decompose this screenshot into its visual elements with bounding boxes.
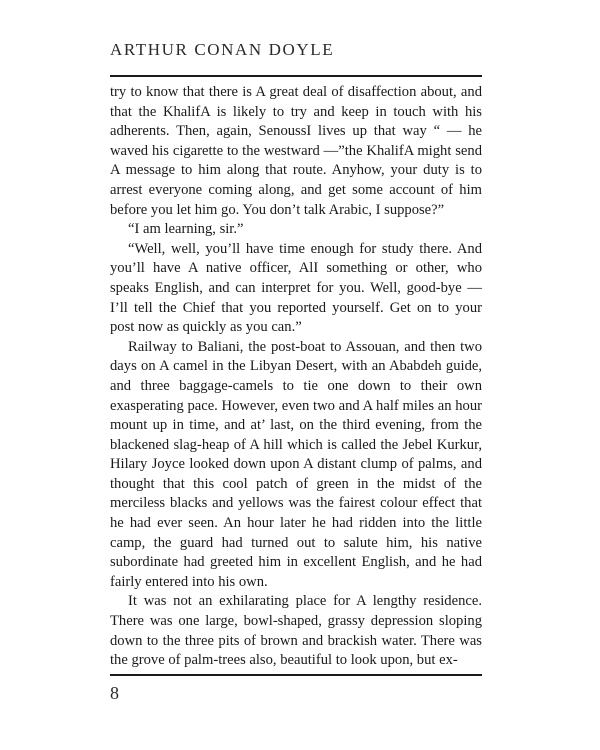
paragraph: try to know that there is A great deal of disaffection about, and that the KhalifA is likely to try and keep in touch with his adherents. Then, again, SenoussI lives up that way “ — he waved his cigarette to the westward —”the KhalifA might send A message to him along that route. Anyhow, your duty is to arrest everyone coming along, and get some account of him before you let him go. You don’t talk Arabic, I suppose?” [110,84,482,218]
page-number: 8 [110,683,119,703]
running-head: ARTHUR CONAN DOYLE [110,40,335,59]
paragraph: It was not an exhilarating place for A lengthy residence. There was one large, bowl-shaped, grassy depression sloping down to the three pits of brown and brackish water. There was the grove of palm-trees also, beautiful to look upon, but ex- [110,593,482,669]
footer-rule [110,674,482,676]
body-text [110,83,482,671]
paragraph: “Well, well, you’ll have time enough for study there. And you’ll have A native officer, AlI something or other, who speaks English, and can interpret for you. Well, good-bye — I’ll tell the Chief that you reported yourself. Get on to your post now as quickly as you can.” [110,240,482,336]
header-rule [110,75,482,77]
paragraph: “I am learning, sir.” [128,221,244,238]
paragraph: Railway to Baliani, the post-boat to Assouan, and then two days on A camel in the Libyan Desert, with an Ababdeh guide, and three baggage-camels to tie one down to their own exasperating pace. However, even two and A half miles an hour mount up in time, and at’ last, on the third evening, from the blackened slag-heap of A hill which is called the Jebel Kurkur, Hilary Joyce looked down upon A distant clump of palms, and thought that this cool patch of green in the midst of the merciless blacks and yellows was the fairest colour effect that he had ever seen. An hour later he had ridden into the little camp, the guard had turned out to salute him, his native subordinate had greeted him in excellent English, and he had fairly entered into his own. [110,338,482,590]
